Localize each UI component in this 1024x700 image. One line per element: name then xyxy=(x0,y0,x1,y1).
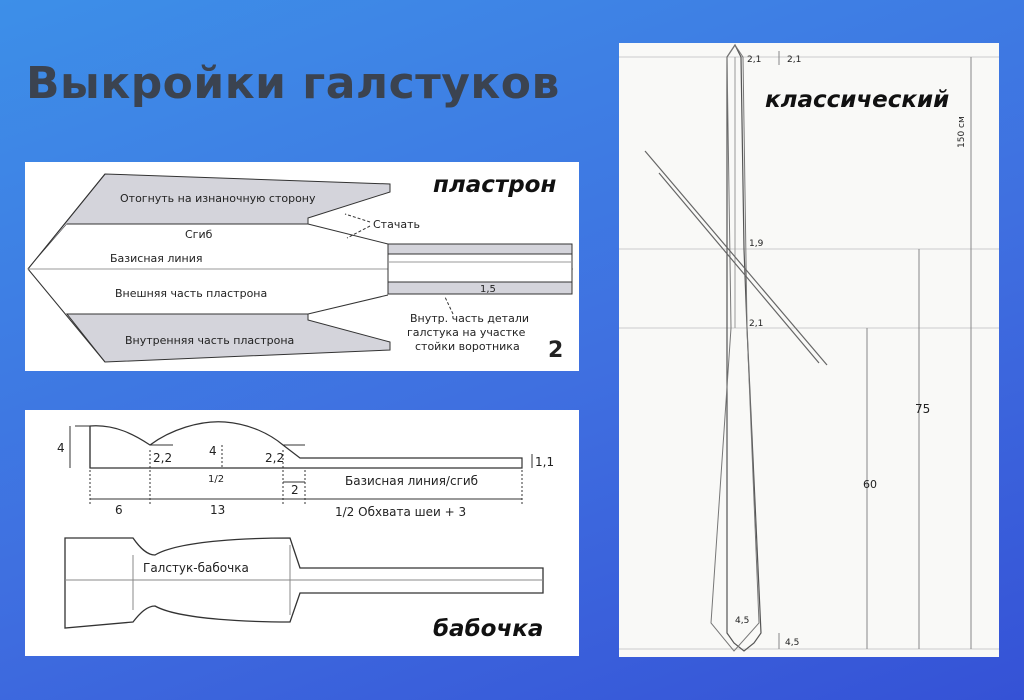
bottom-width-1: 4,5 xyxy=(735,616,750,626)
bowtie-caption: бабочка xyxy=(433,616,544,642)
base-fold-label: Базисная линия/сгиб xyxy=(345,474,479,488)
base-line-label: Базисная линия xyxy=(110,252,203,265)
page-title: Выкройки галстуков xyxy=(26,58,560,109)
fold-label: Сгиб xyxy=(185,228,213,241)
height-2-2-left: 2,2 xyxy=(153,451,173,465)
total-length: 150 см xyxy=(957,116,967,148)
dim-6: 6 xyxy=(115,503,123,517)
height-2-2-right: 2,2 xyxy=(265,451,285,465)
plastron-pattern-panel xyxy=(25,162,579,371)
plastron-caption: пластрон xyxy=(433,172,557,198)
bowtie-pattern-panel xyxy=(25,410,579,656)
sew-label: Стачать xyxy=(373,218,420,231)
note-line-3: стойки воротника xyxy=(415,340,520,353)
top-width-2: 2,1 xyxy=(787,55,802,65)
bowtie-name-label: Галстук-бабочка xyxy=(143,561,249,575)
figure-number: 2 xyxy=(548,338,564,363)
mid-width-1: 1,9 xyxy=(749,239,764,249)
height-4-mid: 4 xyxy=(209,444,217,458)
half-label: 1/2 xyxy=(208,474,225,485)
outer-part-label: Внешняя часть пластрона xyxy=(115,287,268,300)
neck-formula: 1/2 Обхвата шеи + 3 xyxy=(335,505,467,519)
classic-caption: классический xyxy=(765,87,950,113)
mid-width-2: 2,1 xyxy=(749,319,764,329)
note-line-1: Внутр. часть детали xyxy=(410,312,530,325)
height-1-1: 1,1 xyxy=(535,455,555,469)
top-width-1: 2,1 xyxy=(747,55,762,65)
length-60: 60 xyxy=(863,478,877,491)
height-4-left: 4 xyxy=(57,441,65,455)
bottom-width-2: 4,5 xyxy=(785,638,800,648)
width-label: 1,5 xyxy=(480,284,496,295)
fold-back-label: Отогнуть на изнаночную сторону xyxy=(120,192,316,205)
classic-tie-diagram xyxy=(619,43,999,657)
dim-13: 13 xyxy=(210,503,226,517)
classic-tie-pattern-panel xyxy=(619,43,999,657)
dim-2: 2 xyxy=(291,483,299,497)
inner-part-label: Внутренняя часть пластрона xyxy=(125,334,295,347)
note-line-2: галстука на участке xyxy=(407,326,526,339)
length-75: 75 xyxy=(915,402,931,416)
